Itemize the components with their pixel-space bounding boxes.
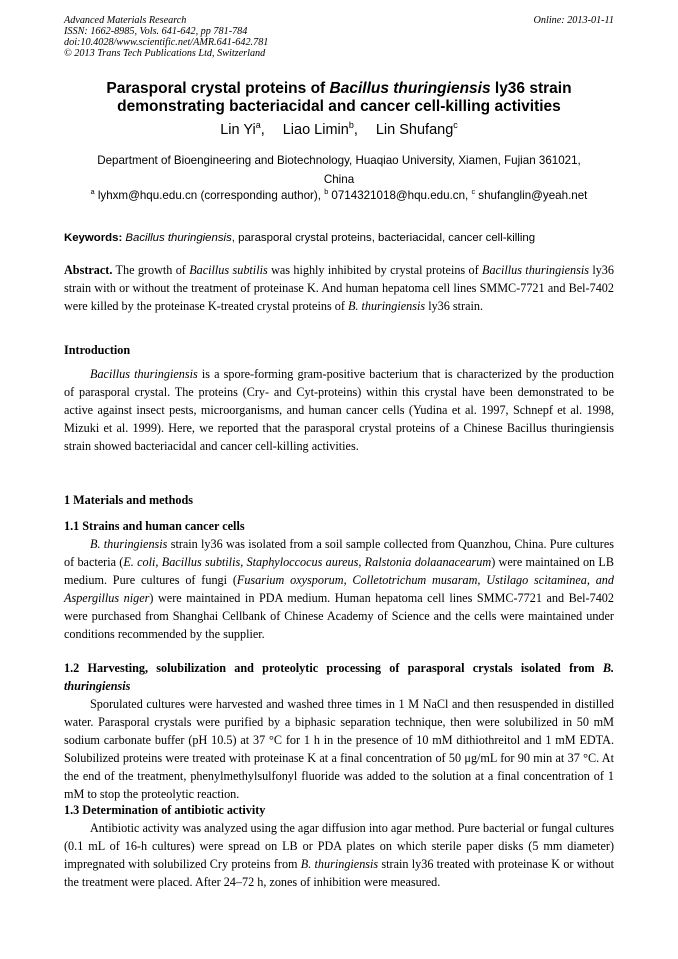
intro-text: is a spore-forming gram-positive bacterium that is characterized by the production of parasporal crystal. The proteins (Cry- and Cyt-proteins) within this crystal have been demonstrated to be active against insect pests, microorganisms, and human cancer cells (Yudina et al. 1997, Schnepf et al. 1998, Mizuki et al. 1999). Here, we reported that the parasporal crystal proteins of a Chinese Bacillus thuringiensis strain showed bacteriacidal and cancer cell-killing activities. [64, 367, 614, 453]
section-1-2-body: Sporulated cultures were harvested and washed three times in 1 M NaCl and then resuspended in distilled water. Parasporal crystals were purified by a biphasic separation technique, then were solubilized in 50 mM sodium carbonate buffer (pH 10.5) at 37 °C for 1 h in the presence of 10 mM dithiothreitol and 1 mM EDTA. Solubilized proteins were treated with proteinase K at a final concentration of 50 μg/mL for 90 min at 37 °C. At the end of the treatment, phenylmethylsulfonyl fluoride was added to the solution at a final concentration of 1 mM to stop the proteolytic reaction. [64, 697, 614, 801]
abstract [64, 261, 614, 315]
species-list: Fusarium oxysporum, Colletotrichum musaram, Ustilago scitaminea, and Aspergillus niger [64, 573, 614, 605]
subsection-heading [64, 659, 614, 695]
author-affiliation-mark: a [255, 120, 261, 131]
journal-header [64, 15, 614, 59]
email-mark: c [471, 187, 476, 197]
subsection-heading-text: 1.2 Harvesting, solubilization and proteolytic processing of parasporal crystals isolated from [64, 661, 603, 675]
abstract-species: B. thuringiensis [347, 299, 426, 313]
author-name: Lin Shufang [375, 122, 454, 138]
subsection-heading: 1.1 Strains and human cancer cells [64, 519, 245, 533]
email-mark: b [324, 187, 329, 197]
body-text: ) were maintained in PDA medium. Human hepatoma cell lines SMMC-7721 and Bel-7402 were purchased from Shanghai Cellbank of Chinese Academy of Science and the cells were maintained under conditions recommended by the supplier. [64, 591, 614, 641]
abstract-text: ly36 strain with or without the treatment of proteinase K. And human hepatoma cell lines SMMC-7721 and Bel-7402 were killed by the proteinase K-treated crystal proteins of [64, 263, 614, 313]
abstract-text: The growth of [112, 263, 190, 277]
author-name: Liao Limin [282, 122, 349, 138]
email-mark: a [90, 187, 95, 197]
title-line-1 [64, 80, 614, 98]
copyright-line: © 2013 Trans Tech Publications Ltd, Switzerland [64, 48, 266, 59]
title-line-2: demonstrating bacteriacidal and cancer cell-killing activities [117, 97, 561, 115]
affiliation-line-1: Department of Bioengineering and Biotechnology, Huaqiao University, Xiamen, Fujian 361021, [97, 154, 581, 167]
body-text: strain ly36 treated with proteinase K or without the treatment were placed. After 24–72 h, zones of inhibition were measured. [64, 857, 614, 889]
title-text-2: ly36 strain [490, 80, 572, 97]
abstract-text: ly36 strain. [425, 299, 484, 313]
author-name: Lin Yi [220, 122, 256, 138]
author-affiliation-mark: b [348, 120, 354, 131]
affiliation [64, 151, 614, 189]
introduction-heading: Introduction [64, 343, 131, 357]
title-species: Bacillus thuringiensis [329, 80, 491, 97]
author-list [64, 122, 614, 138]
journal-name: Advanced Materials Research [64, 15, 187, 26]
issn-line: ISSN: 1662-8985, Vols. 641-642, pp 781-784 [64, 26, 248, 37]
author-affiliation-mark: c [453, 120, 458, 131]
subsection-heading-species: B. thuringiensis [64, 661, 614, 693]
keywords-list: , parasporal crystal proteins, bacteriacidal, cancer cell-killing [231, 232, 536, 244]
email-b: 0714321018@hqu.edu.cn, [328, 189, 472, 202]
section-heading: 1 Materials and methods [64, 493, 193, 507]
title-text: Parasporal crystal proteins of [106, 80, 330, 97]
abstract-label: Abstract. [64, 263, 113, 277]
subsection-heading: 1.3 Determination of antibiotic activity [64, 803, 266, 817]
author-emails [64, 189, 614, 202]
online-date: Online: 2013-01-11 [533, 15, 614, 26]
keywords-label: Keywords: [64, 232, 123, 244]
email-c: shufanglin@yeah.net [475, 189, 588, 202]
email-a: lyhxm@hqu.edu.cn (corresponding author), [94, 189, 325, 202]
abstract-species: Bacillus subtilis [189, 263, 268, 277]
abstract-text: was highly inhibited by crystal proteins of [267, 263, 483, 277]
body-text: Antibiotic activity was analyzed using the agar diffusion into agar method. Pure bacterial or fungal cultures (0.1 mL of 16-h cultures) were spread on LB or PDA plates on which sterile paper disks (5 mm diameter) impregnated with solubilized Cry proteins from [64, 821, 614, 871]
keywords [64, 232, 614, 244]
keywords-species: Bacillus thuringiensis [125, 232, 232, 244]
species-list: E. coli, Bacillus subtilis, Staphyloccocus aureus, Ralstonia dolaanacearum [123, 555, 492, 569]
author-separator: , [353, 122, 358, 138]
section-1-1-body [64, 535, 614, 643]
author-separator: , [260, 122, 265, 138]
introduction-body [64, 365, 614, 455]
doi-line: doi:10.4028/www.scientific.net/AMR.641-642.781 [64, 37, 269, 48]
body-text: ) were maintained on LB medium. Pure cultures of fungi ( [64, 555, 614, 587]
paper-title [64, 80, 614, 115]
section-1-3-body [64, 819, 614, 891]
abstract-species: Bacillus thuringiensis [482, 263, 589, 277]
body-text: strain ly36 was isolated from a soil sample collected from Quanzhou, China. Pure cultures of bacteria ( [64, 537, 614, 569]
intro-species: Bacillus thuringiensis [90, 367, 198, 381]
affiliation-line-2: China [323, 173, 355, 186]
species-name: B. thuringiensis [300, 857, 379, 871]
species-name: B. thuringiensis [90, 537, 168, 551]
